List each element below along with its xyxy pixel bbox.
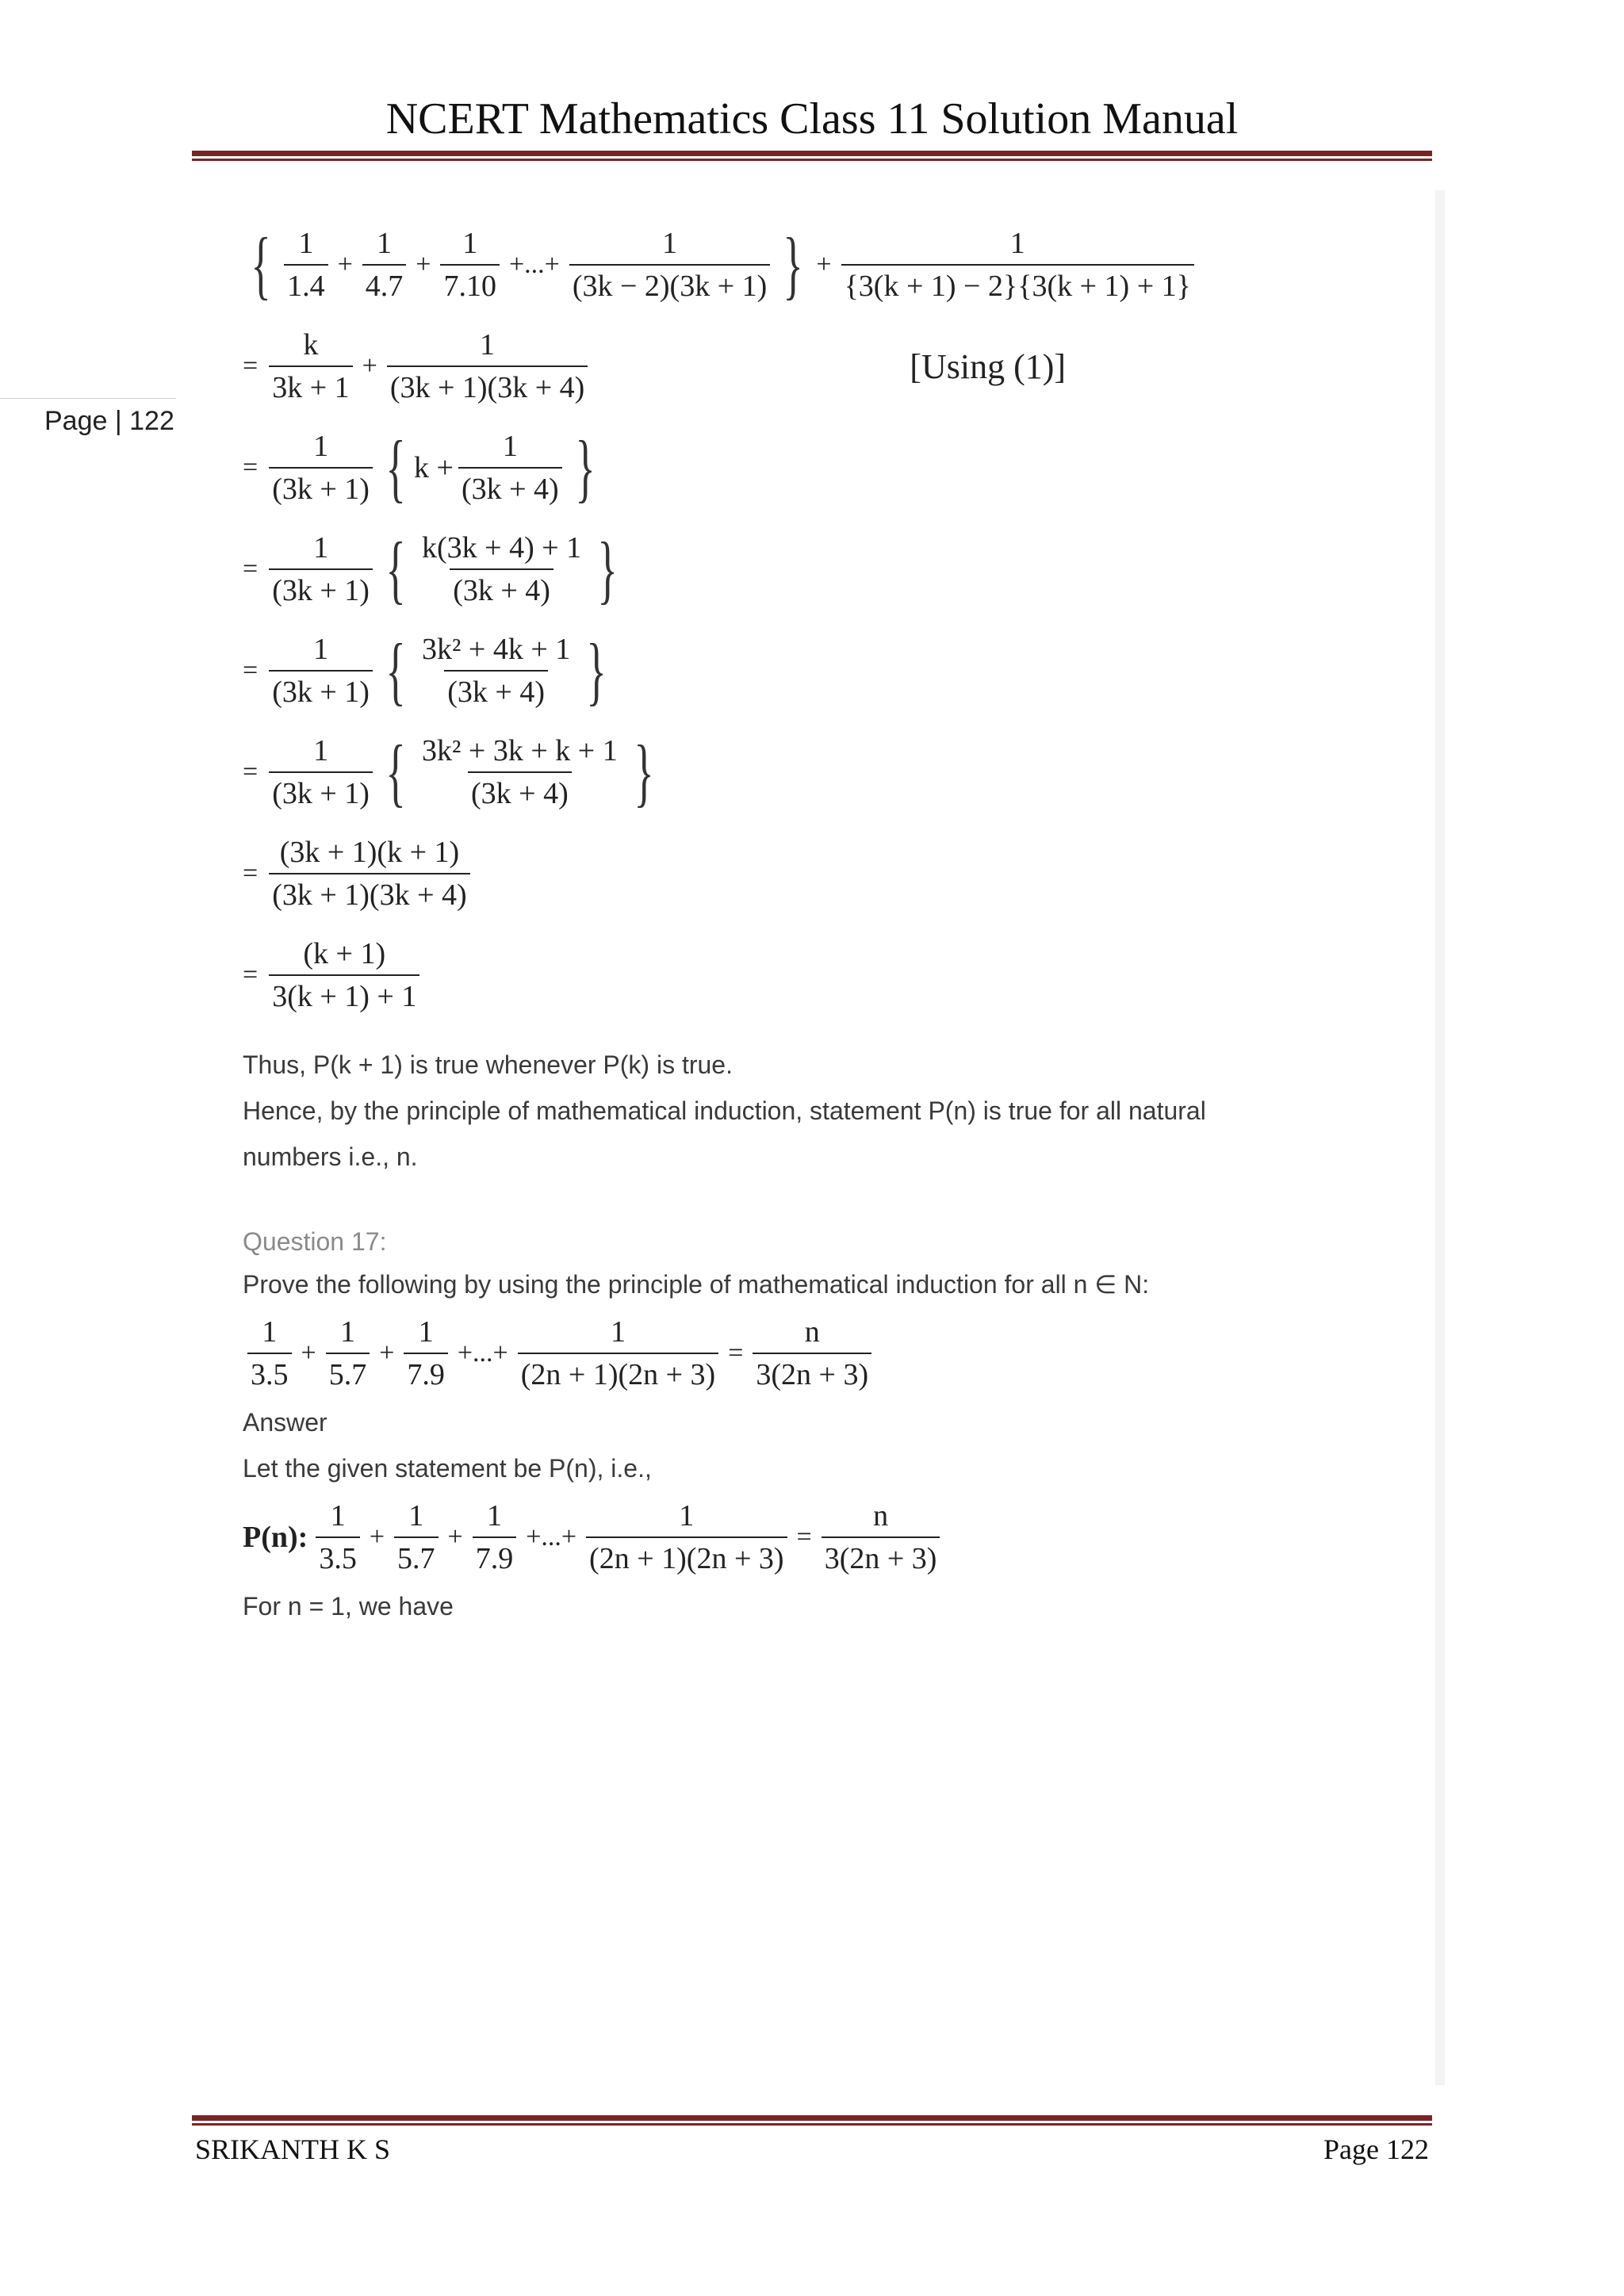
math-step-4: = $\frac{1}{(3k + 1)}$ { $\frac{k(3k + 4) + 1}{(3k + 4)}$ } [243, 526, 618, 611]
question-title: Question 17: [243, 1227, 387, 1256]
footer-rule-thick [192, 2115, 1432, 2121]
margin-page-label: Page | 122 [44, 406, 174, 436]
question-17-statement: $\frac{1}{3.5}$ + $\frac{1}{5.7}$ + $\frac{1}{7.9}$ +...+ $\frac{1}{(2n + 1)(2n + 3)}$ = $\frac{n}{3(2n + 3)}$ [243, 1307, 1432, 1399]
conclusion-thus: Thus, P(k + 1) is true whenever P(k) is true. [243, 1050, 733, 1079]
header-rule-thin [192, 159, 1432, 161]
for-n-equals-1: For n = 1, we have [243, 1592, 454, 1621]
using-note: [Using (1)] [910, 346, 1067, 386]
footer-rule-thin [192, 2123, 1432, 2126]
math-step-2: = $\frac{k}{3k + 1}$ + $\frac{1}{(3k + 1)(3k + 4)}$ [Using (1)] [243, 328, 1067, 404]
page-header-title: NCERT Mathematics Class 11 Solution Manual [385, 94, 1239, 144]
margin-rule [0, 398, 176, 399]
answer-label: Answer [243, 1408, 327, 1437]
math-step-5: = $\frac{1}{(3k + 1)}$ { $\frac{\text{3k² + 4k + 1}}{(3k + 4)}$ } [243, 628, 607, 713]
conclusion-hence-line1: Hence, by the principle of mathematical induction, statement P(n) is true for all natural [243, 1096, 1206, 1125]
pn-statement: P(n): $\frac{1}{3.5}$ + $\frac{1}{5.7}$ + $\frac{1}{7.9}$ +...+ $\frac{1}{(2n + 1)(2n + 3)}$ = $\frac{n}{3(2n + 3)}$ [243, 1491, 1432, 1583]
math-step-7: = $\frac{(3k + 1)(k + 1)}{(3k + 1)(3k + 4)}$ [243, 823, 1432, 924]
math-step-8: = $\frac{(k + 1)}{3(k + 1) + 1}$ [243, 924, 1432, 1026]
math-step-3: = $\frac{1}{(3k + 1)}$ { k + $\frac{1}{(3k + 4)}$ } [243, 425, 596, 510]
conclusion-hence-line2: numbers i.e., n. [243, 1142, 418, 1171]
content-shade-edge [1435, 190, 1445, 2085]
let-statement: Let the given statement be P(n), i.e., [243, 1454, 652, 1483]
footer-page-number: Page 122 [1323, 2133, 1429, 2165]
header-rule-thick [192, 151, 1432, 156]
math-step-1: { $\frac{1}{1.4}$ + $\frac{1}{4.7}$ + $\frac{1}{7.10}$ +...+ $\frac{1}{(3k - 2)(3k + 1)}$ } + $\frac{1}{\{3(k + 1) - 2\}\{3(k + 1) + 1\}}$ [243, 214, 1432, 316]
footer-author: SRIKANTH K S [195, 2133, 391, 2165]
solution-content [243, 214, 1432, 1629]
question-prompt: Prove the following by using the principle of mathematical induction for all n ∈ N: [243, 1270, 1150, 1299]
math-step-6: = $\frac{1}{(3k + 1)}$ { $\frac{\text{3k² + 3k + k + 1}}{(3k + 4)}$ } [243, 729, 654, 814]
